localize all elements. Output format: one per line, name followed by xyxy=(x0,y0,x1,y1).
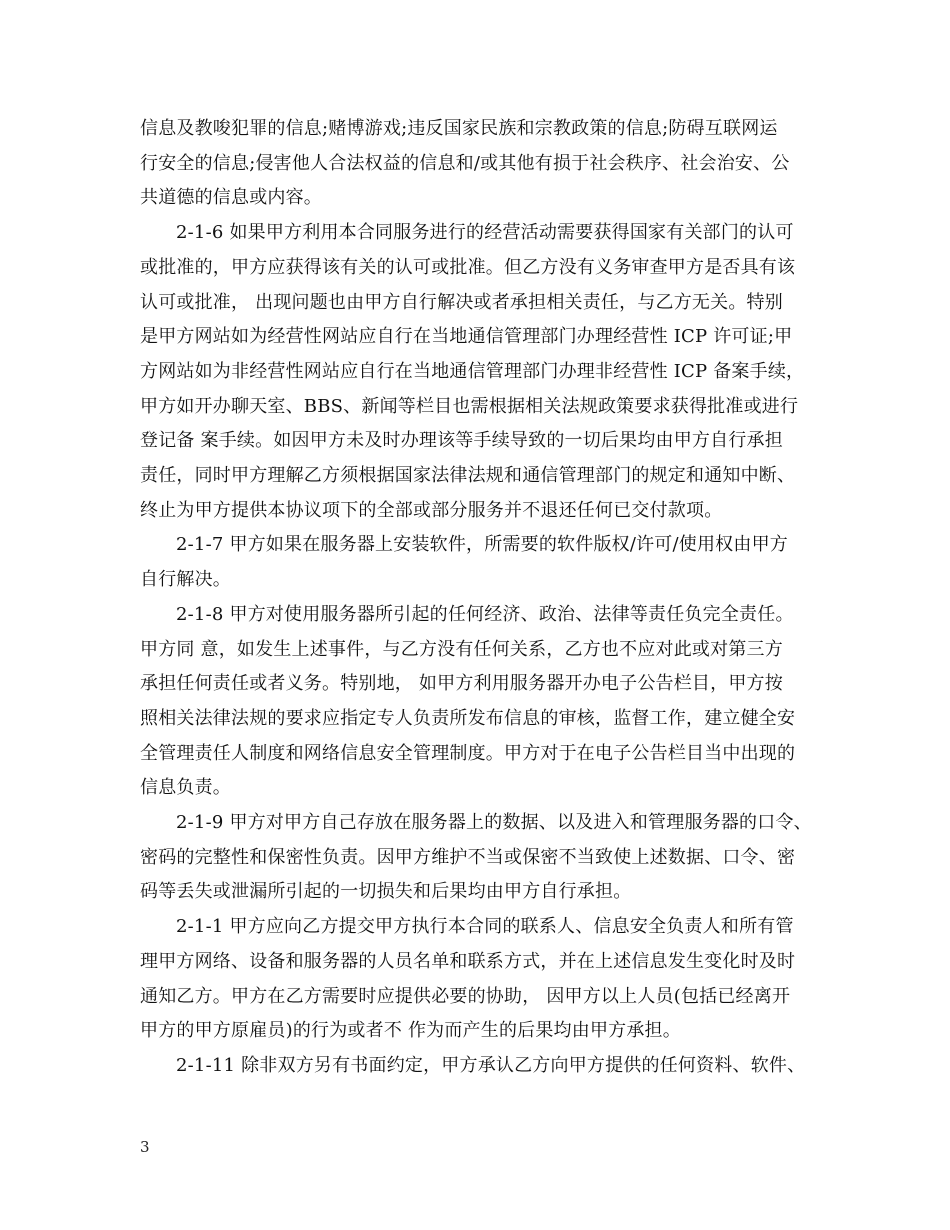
text-line: 甲方如开办聊天室、BBS、新闻等栏目也需根据相关法规政策要求获得批准或进行 xyxy=(140,395,799,417)
text-line: 方网站如为非经营性网站应自行在当地通信管理部门办理非经营性 ICP 备案手续， xyxy=(140,360,805,382)
paragraph xyxy=(140,598,820,806)
paragraph xyxy=(140,806,820,910)
text-line: 甲方同 意，如发生上述事件，与乙方没有任何关系，乙方也不应对此或对第三方 xyxy=(140,638,783,660)
text-line: 全管理责任人制度和网络信息安全管理制度。甲方对于在电子公告栏目当中出现的 xyxy=(140,742,796,764)
page-number: 3 xyxy=(140,1138,150,1156)
paragraph xyxy=(140,216,820,528)
text-line: 承担任何责任或者义务。特别地， 如甲方利用服务器开办电子公告栏目，甲方按 xyxy=(140,673,783,695)
paragraph xyxy=(140,528,820,597)
text-line: 登记备 案手续。如因甲方未及时办理该等手续导致的一切后果均由甲方自行承担 xyxy=(140,430,783,452)
text-line: 信息负责。 xyxy=(140,777,231,799)
text-line: 照相关法律法规的要求应指定专人负责所发布信息的审核，监督工作，建立健全安 xyxy=(140,707,796,729)
text-line: 2-1-11 除非双方另有书面约定，甲方承认乙方向甲方提供的任何资料、软件、 xyxy=(176,1054,806,1076)
text-line: 信息及教唆犯罪的信息;赌博游戏;违反国家民族和宗教政策的信息;防碍互联网运 xyxy=(140,118,778,139)
text-line: 密码的完整性和保密性负责。因甲方维护不当或保密不当致使上述数据、口令、密 xyxy=(140,846,796,868)
text-line: 2-1-6 如果甲方利用本合同服务进行的经营活动需要获得国家有关部门的认可 xyxy=(176,222,794,244)
text-line: 是甲方网站如为经营性网站应自行在当地通信管理部门办理经营性 ICP 许可证;甲 xyxy=(140,326,793,348)
text-line: 2-1-1 甲方应向乙方提交甲方执行本合同的联系人、信息安全负责人和所有管 xyxy=(176,916,794,938)
paragraph xyxy=(140,1049,820,1084)
text-line: 自行解决。 xyxy=(140,569,231,591)
text-line: 2-1-8 甲方对使用服务器所引起的任何经济、政治、法律等责任负完全责任。 xyxy=(176,603,794,625)
text-line: 2-1-7 甲方如果在服务器上安装软件，所需要的软件版权/许可/使用权由甲方 xyxy=(176,534,788,556)
text-line: 责任，同时甲方理解乙方须根据国家法律法规和通信管理部门的规定和通知中断、 xyxy=(140,465,796,487)
text-line: 码等丢失或泄漏所引起的一切损失和后果均由甲方自行承担。 xyxy=(140,881,632,903)
text-line: 2-1-9 甲方对甲方自己存放在服务器上的数据、以及进入和管理服务器的口令、 xyxy=(176,812,812,834)
text-line: 甲方的甲方原雇员)的行为或者不 作为而产生的后果均由甲方承担。 xyxy=(140,1020,681,1042)
text-line: 行安全的信息;侵害他人合法权益的信息和/或其他有损于社会秩序、社会治安、公 xyxy=(140,152,790,174)
text-line: 认可或批准， 出现问题也由甲方自行解决或者承担相关责任，与乙方无关。特别 xyxy=(140,291,783,313)
document-body xyxy=(140,112,820,1084)
text-line: 或批准的，甲方应获得该有关的认可或批准。但乙方没有义务审查甲方是否具有该 xyxy=(140,256,796,278)
paragraph xyxy=(140,910,820,1049)
paragraph xyxy=(140,112,820,216)
text-line: 终止为甲方提供本协议项下的全部或部分服务并不退还任何已交付款项。 xyxy=(140,499,723,521)
text-line: 共道德的信息或内容。 xyxy=(140,187,322,209)
text-line: 通知乙方。甲方在乙方需要时应提供必要的协助， 因甲方以上人员(包括已经离开 xyxy=(140,985,791,1007)
text-line: 理甲方网络、设备和服务器的人员名单和联系方式，并在上述信息发生变化时及时 xyxy=(140,950,796,972)
